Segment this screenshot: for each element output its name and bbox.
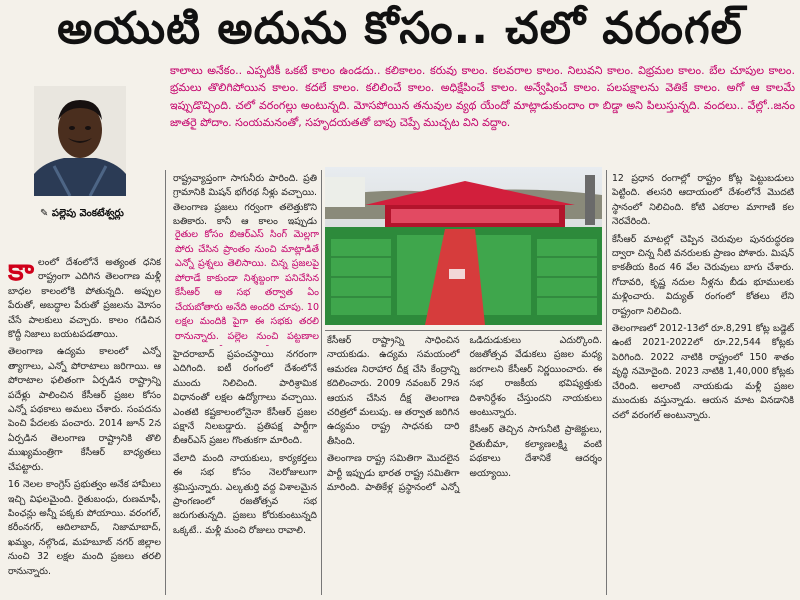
intro-paragraph: కాలాలు అనేకం.. ఎప్పటికీ ఒకటే కాలం ఉండదు.. కలికాలం. కరువు కాలం. కలవరాల కాలం. నిలువని కాలం. విభ్రమల కాలం. బేల చూపుల కాలం. భ్రమలు తొలిగిపోయిన కాలం. కదలే కాలం. కలిలించే కాలం. అధిక్షేపించే కాలం. అన్వేషించే కాలం. పలపక్షాలను వెతికే కాలం. అగో ఆ కాలమే ఇప్పుడొచ్చింది. చలో వరంగల్లు అంటున్నది. మోసపోయిన తనువుల వ్యథ యేందో మాట్లాడుకుందాం రా బిడ్డా అని పిలుస్తున్నది. వందలు.. వేల్లో..జనం జాతరై పోదాం. సంయమనంతో, సహృదయతతో బాపు చెప్పే ముచ్చట విని వద్దాం.: [170, 64, 795, 129]
paragraph: వేలాది మంది నాయకులు, కార్యకర్తలు ఈ సభ కోసం నెలరోజులుగా శ్రమిస్తున్నారు. ఎల్కతుర్తి వద్ద విశాలమైన ప్రాంగణంలో రజతోత్సవ సభ జరుగుతున్నది. ప్రజలు కోరుకుంటున్నది ఒక్కటే.. మళ్లీ మంచి రోజులు రావాలి.: [173, 452, 317, 536]
article-column-3: [327, 334, 602, 596]
paragraph: లంలో దేశంలోనే అత్యంత ధనిక రాష్ట్రంగా ఎదిగిన తెలంగాణ మళ్లీ బాధల కాలంలోకి పోతున్నది. అప్పుల పేరుతో, అబద్ధాల పేరుతో ప్రజలను మోసం చేసే పాలకులు వచ్చారు. కాలం గడిచిన కొద్దీ నిజాలు బయటపడతాయి.: [8, 257, 161, 341]
article-column-4: [612, 172, 794, 596]
paragraph: రాష్ట్రవ్యాప్తంగా సాగునీరు పారింది. ప్రతి గ్రామానికి మిషన్ భగీరథ నీళ్లు వచ్చాయి. తెలంగాణ ప్రజలు గర్వంగా తలెత్తుకొని బతికారు. కానీ ఆ కాలం ఇప్పుడు: [173, 173, 317, 227]
headline: అయుటి అదును కోసం.. చలో వరంగల్: [57, 3, 743, 54]
paragraph: కేసీఆర్ తెచ్చిన సాగునీటి ప్రాజెక్టులు, రైతుబీమా, కల్యాణలక్ష్మి వంటి పథకాలు దేశానికే ఆదర్శం అయ్యాయి.: [469, 424, 602, 479]
paragraph: హైదరాబాద్ ప్రపంచస్థాయి నగరంగా ఎదిగింది. ఐటీ రంగంలో దేశంలోనే ముందు నిలిచింది. పారిశ్రామిక విధానంతో లక్షల ఉద్యోగాలు వచ్చాయి. ఎంతటి కష్టకాలంలోనైనా కేసీఆర్ ప్రజల పక్షానే నిలబడ్డారు. ప్రతిపక్ష పార్టీగా బీఆర్ఎస్ ప్రజల గొంతుకగా మారింది.: [173, 349, 317, 447]
paragraph: తెలంగాణ ఉద్యమ కాలంలో ఎన్నో త్యాగాలు, ఎన్నో పోరాటాలు జరిగాయి. ఆ పోరాటాల ఫలితంగా ఏర్పడిన రాష్ట్రాన్ని పదేళ్లు పాలించిన కేసీఆర్ ప్రజల కోసం ఎన్నో పథకాలు అమలు చేశారు. సంపదను పెంచి పేదలకు పంచారు. 2014 జూన్ 2న ఏర్పడిన తెలంగాణ రాష్ట్రానికి తొలి ముఖ్యమంత్రిగా కేసీఆర్ బాధ్యతలు చేపట్టారు.: [8, 346, 161, 473]
pen-icon: ✎: [40, 208, 52, 219]
paragraph: కేసీఆర్ రాష్ట్రాన్ని సాధించిన నాయకుడు. ఉద్యమ సమయంలో ఆమరణ నిరాహార దీక్ష చేసి కేంద్రాన్ని కదిలించారు. 2009 నవంబర్ 29న ఆయన చేసిన దీక్ష తెలంగాణ చరిత్రలో మలుపు. ఆ తర్వాత జరిగిన ఉద్యమం రాష్ట్ర సాధనకు దారి తీసింది.: [327, 335, 460, 447]
author-byline: [40, 207, 160, 221]
drop-cap: కా: [8, 256, 35, 288]
paragraph: కేసీఆర్ మాటల్లో చెప్పిన చెరువుల పునరుద్ధరణ ద్వారా చిన్న నీటి వనరులకు ప్రాణం పోశారు. మిషన్ కాకతీయ కింద 46 వేల చెరువులు బాగు చేశారు. గోదావరి, కృష్ణ నదుల నీళ్లను బీడు భూములకు మళ్లించారు. విద్యుత్ రంగంలో కోతలు లేని రాష్ట్రంగా నిలిచింది.: [612, 233, 794, 317]
paragraph: 16 నెలల కాంగ్రెస్ ప్రభుత్వం అనేక హామీలు ఇచ్చి విఫలమైంది. రైతుబంధు, రుణమాఫీ, పింఛన్లు అన్నీ పక్కకు పోయాయి. వరంగల్, కరీంనగర్, ఆదిలాబాద్, నిజామాబాద్, ఖమ్మం, నల్గొండ, మహబూబ్ నగర్ జిల్లాల నుంచి 32 లక్షల మంది ప్రజలు తరలి రానున్నారు.: [8, 479, 161, 577]
paragraph: తెలంగాణ రాష్ట్ర సమితిగా మొదలైన పార్టీ ఇప్పుడు భారత రాష్ట్ర సమితిగా మారింది. పాతికేళ్ల ప్రస్థానంలో ఎన్నో ఒడిదుడుకులు ఎదుర్కొంది. రజతోత్సవ వేడుకలు ప్రజల మధ్య జరగాలని కేసీఆర్ నిర్ణయించారు. ఈ సభ రాజకీయ భవిష్యత్తుకు దిశానిర్దేశం చేస్తుందని నాయకులు అంటున్నారు.: [327, 335, 602, 494]
column-divider: [606, 170, 607, 595]
author-name: పల్లెపు వెంకటేశ్వర్లు: [51, 208, 124, 219]
column-divider: [321, 170, 322, 595]
rally-venue-photo: [325, 167, 602, 325]
author-photo: [34, 86, 126, 196]
paragraph: 12 ప్రధాన రంగాల్లో రాష్ట్రం కోట్ల పెట్టుబడులు పెట్టింది. తలసరి ఆదాయంలో దేశంలోనే మొదటి స్థానంలో నిలిచింది. కోటి ఎకరాల మాగాణి కల నెరవేరింది.: [612, 173, 794, 228]
paragraph: తెలంగాణలో 2012-13లో రూ.8,291 కోట్ల బడ్జెట్ ఉంటే 2021-2022లో రూ.22,544 కోట్లకు పెరిగింది. 2022 నాటికి రాష్ట్రంలో 150 శాతం వృద్ధి నమోదైంది. 2023 నాటికి 1,40,000 కోట్లకు చేరింది. అలాంటి నాయకుడు మళ్లీ ప్రజల ముందుకు వస్తున్నాడు. ఆయన మాట వినడానికి చలో వరంగల్ అంటున్నారు.: [612, 323, 794, 421]
column-divider: [165, 170, 166, 595]
article-column-2: [173, 348, 317, 596]
pull-quote: రైతుల కోసం బిఆర్ఎస్ సింగ్ మెల్లగా పోరు చేసిన ప్రాంతం నుంచి మాట్లాడితే ఎన్నో ప్రశ్నలు తెలిసాయి. చిన్న ప్రజలపై పోరాడే కాకుండా నిశ్శబ్దంగా పనిచేసిన కేసీఆర్ ఆ సభ తర్వాత ఏం చేయబోతారు అనేది అందరి చూపు. 10 లక్షల మందికి పైగా ఈ సభకు తరలి రానున్నారు. పల్లెల నుంచి పట్టణాల: [175, 229, 319, 342]
article-column-2-top: [173, 172, 317, 227]
photo-rule: [325, 330, 602, 331]
article-column-1: [8, 256, 161, 596]
